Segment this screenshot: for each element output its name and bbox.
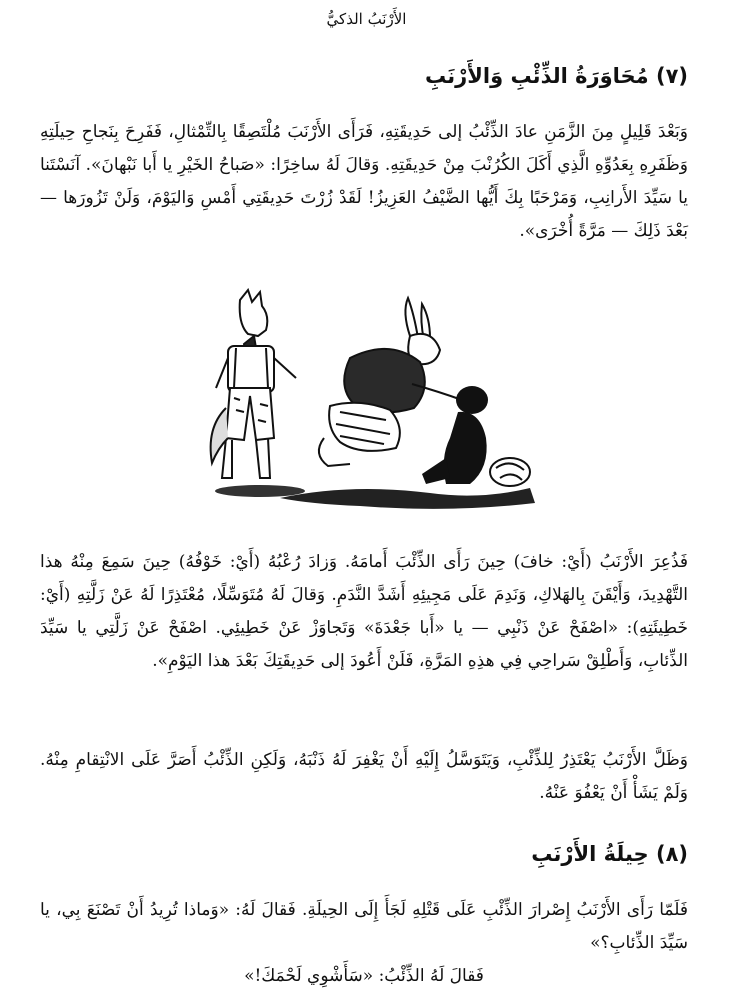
section-8-paragraph: فَلَمّا رَأَى الأَرْنَبُ إِصْرارَ الذِّئْبِ عَلَى قَتْلِهِ لَجَأَ إِلَى الحِيلَةِ. فَقالَ لَهُ: «وَماذا تُرِيدُ أَنْ تَصْنَعَ بِي، يا سَيِّدَ الذِّئابِ؟» bbox=[40, 900, 688, 953]
tar-figure bbox=[422, 386, 488, 484]
wolf-figure bbox=[211, 290, 296, 478]
section-7-paragraph-3: وَظَلَّ الأَرْنَبُ يَعْتَذِرُ لِلذِّئْبِ، وَيَتَوَسَّلُ إِلَيْهِ أَنْ يَغْفِرَ لَهُ ذَنْبَهُ، وَلَكِنِ الذِّئْبُ أَصَرَّ عَلَى الانْتِقامِ مِنْهُ. وَلَمْ يَشَأْ أَنْ يَعْفُوَ عَنْهُ. bbox=[40, 750, 688, 803]
running-title: الأَرْنَبُ الذكيُّ bbox=[326, 10, 407, 28]
section-8-last-line: فَقالَ لَهُ الذِّئْبُ: «سَأَشْوِي لَحْمَكَ!» bbox=[244, 966, 484, 986]
section-7-paragraph-2: فَذُعِرَ الأَرْنَبُ (أَيْ: خافَ) حِينَ رَأَى الذِّئْبَ أَمامَهُ. وَزادَ رُعْبُهُ (أَيْ: خَوْفُهُ) حِينَ سَمِعَ مِنْهُ هذا التَّهْدِيدَ، وَأَيْقَنَ بِالهَلاكِ، وَنَدِمَ عَلَى مَجِيئِهِ أَشَدَّ النَّدَمِ. وَقالَ لَهُ مُتَوَسِّلًا، مُعْتَذِرًا لَهُ عَنْ زَلَّتِهِ (أَيْ: خَطِيئَتِهِ): «اصْفَحْ عَنْ ذَنْبِي — يا «أَبا جَعْدَةَ» وَتَجاوَزْ عَنْ خَطِيئِي. اصْفَحْ عَنْ زَلَّتِي يا سَيِّدَ الذِّئابِ، وَأَطْلِقْ سَراحِي فِي هذِهِ المَرَّةِ، فَلَنْ أَعُودَ إلى حَدِيقَتِكَ بَعْدَ هذا اليَوْمِ». bbox=[40, 552, 688, 671]
section-8-heading: (٨) حِيلَةُ الأَرْنَبِ bbox=[531, 842, 688, 866]
wolf-rabbit-illustration bbox=[200, 288, 550, 513]
section-7-heading: (٧) مُحَاوَرَةُ الذِّئْبِ وَالأَرْنَبِ bbox=[425, 64, 688, 88]
rabbit-figure bbox=[319, 298, 462, 466]
cabbage bbox=[490, 458, 530, 486]
section-7-paragraph: وَبَعْدَ قَلِيلٍ مِنَ الزَّمَنِ عادَ الذِّئْبُ إلى حَدِيقَتِهِ، فَرَأَى الأَرْنَبَ مُلْتَصِقًا بِالتِّمْثالِ، فَفَرِحَ بِنَجاحِ حِيلَتِهِ وَظَفَرِهِ بِعَدُوِّهِ الَّذِي أَكَلَ الكُرُنْبَ مِنْ حَدِيقَتِهِ. وَقالَ لَهُ ساخِرًا: «صَباحُ الخَيْرِ يا أَبا نَبْهانَ». آنَسْتَنا يا سَيِّدَ الأَرانِبِ، وَمَرْحَبًا بِكَ أَيُّها الضَّيْفُ العَزِيزُ! لَقَدْ زُرْتَ حَدِيقَتِي أَمْسِ وَاليَوْمَ، وَلَنْ تَزُورَها — بَعْدَ ذَلِكَ — مَرَّةً أُخْرَى». bbox=[40, 122, 688, 241]
